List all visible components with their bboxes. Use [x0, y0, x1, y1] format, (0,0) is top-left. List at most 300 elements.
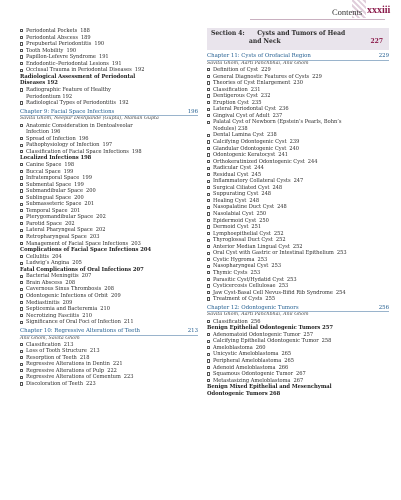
- toc-entry-page: 197: [102, 142, 113, 149]
- toc-entry-page: 257: [303, 331, 314, 338]
- toc-entry-title: Loss of Tooth Structure: [26, 348, 87, 355]
- toc-entry[interactable]: [207, 319, 389, 326]
- checkbox-bullet-icon: [207, 278, 210, 281]
- toc-entry-title: Management of Facial Space Infections: [26, 240, 129, 247]
- toc-entry-title: Nasolabial Cyst: [213, 211, 254, 218]
- right-column-entries: [207, 53, 389, 397]
- section-page-number: 227: [370, 37, 383, 45]
- checkbox-bullet-icon: [207, 353, 210, 356]
- toc-entry-title: Cavernous Sinus Thrombosis: [26, 286, 102, 293]
- checkbox-bullet-icon: [20, 183, 23, 186]
- toc-entry-title: General Diagnostic Features of Cysts: [213, 73, 310, 80]
- checkbox-bullet-icon: [207, 193, 210, 196]
- toc-entry-title: Radicular Cyst: [213, 165, 252, 172]
- toc-entry-title: Odontogenic Keratocyst: [213, 152, 276, 159]
- chapter-page: 256: [378, 304, 389, 311]
- toc-entry-title: Glandular Odontogenic Cyst: [213, 145, 287, 152]
- checkbox-bullet-icon: [20, 62, 23, 65]
- toc-entry-page: 240: [289, 145, 300, 152]
- toc-entry-title: Thymic Cysts: [213, 269, 248, 276]
- toc-entry-page: 189: [80, 34, 91, 41]
- toc-entry-page: 192: [134, 67, 145, 74]
- checkbox-bullet-icon: [20, 36, 23, 39]
- checkbox-bullet-icon: [207, 366, 210, 369]
- checkbox-bullet-icon: [20, 275, 23, 278]
- checkbox-bullet-icon: [207, 199, 210, 202]
- toc-entry-title: Lymphoepithelial Cyst: [213, 230, 271, 237]
- toc-entry-page: 211: [123, 319, 134, 326]
- checkbox-bullet-icon: [207, 320, 210, 323]
- toc-entry-title: Classification: [213, 86, 248, 93]
- toc-entry-title: Parotid Space: [26, 220, 62, 227]
- toc-subheading: Complications of Facial Space Infections 204: [20, 247, 152, 254]
- toc-entry-page: 198: [131, 148, 142, 155]
- toc-entry-page: 247: [293, 178, 304, 185]
- checkbox-bullet-icon: [20, 42, 23, 45]
- checkbox-bullet-icon: [207, 252, 210, 255]
- toc-entry-page: 267: [293, 377, 304, 384]
- chapter-title: Chapter 10: Regressive Alterations of Teeth: [20, 327, 140, 334]
- toc-entry-page: 256: [250, 318, 261, 325]
- checkbox-bullet-icon: [20, 101, 23, 104]
- toc-entry-page: 250: [259, 217, 269, 224]
- toc-entry-title: Healing Cyst: [213, 197, 247, 204]
- checkbox-bullet-icon: [20, 49, 23, 52]
- toc-entry[interactable]: [20, 241, 198, 248]
- toc-entry-page: 265: [281, 351, 292, 358]
- toc-entry-page: 191: [111, 60, 122, 67]
- toc-entry-title: Regressive Alterations of Pulp: [26, 367, 105, 374]
- toc-entry-title: Surgical Ciliated Cyst: [213, 184, 270, 191]
- toc-entry-page: 239: [289, 139, 300, 146]
- toc-entry-title: Regressive Alterations of Cementum: [26, 374, 121, 381]
- toc-entry-title: Classification: [26, 341, 61, 348]
- toc-entry-page: 199: [82, 175, 92, 182]
- toc-entry-page: 267: [296, 371, 306, 378]
- toc-entry-title: Treatment of Cysts: [213, 296, 263, 303]
- toc-entry-title: Squamous Odontogenic Tumor: [213, 371, 294, 378]
- toc-entry-page: 266: [278, 364, 289, 371]
- toc-entry-page: 203: [131, 240, 141, 247]
- checkbox-bullet-icon: [207, 75, 210, 78]
- toc-entry-title: Periodontal Abscess: [26, 34, 78, 41]
- toc-entry-title: Anatomic Consideration in Dentoalveolar: [26, 122, 133, 129]
- checkbox-bullet-icon: [207, 258, 210, 261]
- toc-entry-page: 245: [251, 171, 262, 178]
- toc-entry-page: 208: [104, 286, 114, 293]
- toc-entry-title: Discoloration of Teeth: [26, 381, 83, 388]
- checkbox-bullet-icon: [207, 239, 210, 242]
- toc-subheading: Fatal Complications of Oral Infections 207: [20, 266, 144, 273]
- checkbox-bullet-icon: [20, 294, 23, 297]
- toc-entry-title: Submental Space: [26, 181, 72, 188]
- toc-entry-page: 208: [65, 279, 76, 286]
- toc-entry[interactable]: [20, 260, 198, 267]
- checkbox-bullet-icon: [207, 140, 210, 143]
- toc-entry[interactable]: [20, 100, 198, 107]
- toc-entry-page: 202: [64, 220, 75, 227]
- toc-entry-page: 223: [86, 381, 96, 388]
- toc-entry-title: Regressive Alterations in Dentin: [26, 361, 110, 368]
- chapter-title: Chapter 12: Odontogenic Tumors: [207, 304, 299, 311]
- toc-entry-page: 222: [107, 367, 117, 374]
- page-number: xxxiii: [367, 5, 391, 16]
- toc-entry-title: Palatal Cyst of Newborn (Epstein’s Pearls, Bohn’s: [213, 119, 342, 126]
- toc-entry-title: Cystic Hygroma: [213, 256, 255, 263]
- toc-entry-page: 237: [272, 112, 283, 119]
- toc-entry-page: 253: [286, 276, 297, 283]
- checkbox-bullet-icon: [207, 232, 210, 235]
- chapter-heading[interactable]: [207, 53, 389, 61]
- checkbox-bullet-icon: [207, 147, 210, 150]
- toc-entry-page: 210: [100, 306, 110, 313]
- checkbox-bullet-icon: [20, 55, 23, 58]
- toc-entry-title: Classification: [213, 318, 248, 325]
- header-title: Contents: [332, 7, 363, 17]
- toc-entry-title: Calcifying Epithelial Odontogenic Tumor: [213, 338, 319, 345]
- section-label: Section 4:: [211, 30, 245, 37]
- toc-entry-page: 258: [321, 338, 332, 345]
- toc-entry-continuation: Periodontium 192: [26, 93, 73, 100]
- checkbox-bullet-icon: [20, 321, 23, 324]
- checkbox-bullet-icon: [207, 134, 210, 137]
- toc-entry-title: Odontogenic Infections of Orbit: [26, 293, 108, 300]
- toc-subheading: Radiological Assessment of Periodontal: [20, 73, 136, 80]
- toc-entry[interactable]: [207, 296, 389, 303]
- toc-entry-page: 210: [82, 312, 92, 319]
- toc-entry-title: Spread of Infection: [26, 135, 76, 142]
- checkbox-bullet-icon: [20, 301, 23, 304]
- toc-entry-page: 203: [89, 234, 100, 240]
- section-title-line-1: [211, 30, 385, 38]
- toc-entry[interactable]: [20, 67, 198, 74]
- toc-entry-title: Nasopalatine Duct Cyst: [213, 204, 275, 211]
- chapter-authors: Savita Ghom, Neepur Deshpande (Gupta), Maman Gupta: [20, 116, 159, 122]
- toc-entry-page: 229: [312, 73, 322, 80]
- checkbox-bullet-icon: [20, 262, 23, 265]
- toc-entry-title: Peripheral Ameloblastoma: [213, 358, 282, 365]
- toc-entry-page: 252: [292, 243, 303, 250]
- toc-entry-title: Jaw Cyst-Basal Cell Nevus-Bifid Rib Syndrome: [213, 289, 333, 296]
- toc-entry-page: 253: [336, 250, 347, 257]
- checkbox-bullet-icon: [207, 346, 210, 349]
- checkbox-bullet-icon: [20, 176, 23, 179]
- toc-entry-title: Dental Lamina Cyst: [213, 132, 264, 139]
- chapter-heading[interactable]: [207, 305, 389, 313]
- checkbox-bullet-icon: [20, 163, 23, 166]
- toc-entry-title: Parasitic Cyst/Hydatid Cyst: [213, 276, 284, 283]
- toc-subheading: Diseases 192: [20, 80, 58, 87]
- toc-entry-title: Anterior Median Lingual Cyst: [213, 243, 290, 250]
- checkbox-bullet-icon: [207, 160, 210, 163]
- toc-entry-page: 191: [98, 54, 109, 61]
- checkbox-bullet-icon: [207, 114, 210, 117]
- chapter-title: Chapter 11: Cysts of Orofacial Region: [207, 53, 311, 59]
- toc-entry-page: 251: [251, 224, 262, 231]
- toc-entry-title: Nasopharyngeal Cyst: [213, 263, 269, 270]
- toc-entry-page: 213: [89, 348, 100, 355]
- toc-entry-title: Cellulitis: [26, 253, 49, 260]
- section-title-line-2: [211, 38, 385, 46]
- checkbox-bullet-icon: [20, 69, 23, 72]
- chapter-page: 213: [187, 327, 198, 334]
- toc-entry-title: Theories of Cyst Enlargement: [213, 80, 291, 87]
- toc-entry-page: 199: [63, 168, 74, 175]
- checkbox-bullet-icon: [207, 206, 210, 209]
- toc-entry-page: 248: [277, 204, 287, 211]
- toc-entry-title: Periodontal Pockets: [26, 28, 78, 34]
- section-heading: [207, 28, 389, 50]
- toc-entry-page: 196: [78, 135, 89, 142]
- toc-entry[interactable]: [20, 149, 198, 156]
- toc-entry-title: Papillon-Lefevre Syndrome: [26, 54, 96, 61]
- toc-entry-title: Gingival Cyst of Adult: [213, 112, 270, 119]
- toc-entry-page: 199: [74, 181, 84, 188]
- toc-entry-page: 201: [84, 201, 95, 208]
- toc-entry-title: Significance of Oral Foci of Infection: [26, 319, 121, 326]
- checkbox-bullet-icon: [20, 203, 23, 206]
- toc-entry-title: Pathophysiology of Infection: [26, 142, 100, 149]
- checkbox-bullet-icon: [20, 343, 23, 346]
- toc-entry[interactable]: [20, 87, 198, 94]
- checkbox-bullet-icon: [20, 314, 23, 317]
- toc-entry-page: 207: [81, 273, 92, 280]
- checkbox-bullet-icon: [20, 369, 23, 372]
- checkbox-bullet-icon: [20, 242, 23, 245]
- section-title: Cysts and Tumors of Head: [257, 30, 346, 37]
- toc-entry-title: Ameloblastoma: [213, 344, 253, 351]
- checkbox-bullet-icon: [207, 186, 210, 189]
- toc-entry-page: 255: [265, 296, 276, 303]
- toc-entry-title: Thyroglossal Duct Cyst: [213, 237, 273, 244]
- toc-entry-page: 190: [66, 47, 77, 54]
- toc-entry-page: 223: [123, 374, 134, 381]
- checkbox-bullet-icon: [207, 291, 210, 294]
- checkbox-bullet-icon: [207, 101, 210, 104]
- right-column: [207, 28, 389, 397]
- toc-entry-title: Buccal Space: [26, 168, 61, 175]
- checkbox-bullet-icon: [20, 144, 23, 147]
- checkbox-bullet-icon: [207, 88, 210, 91]
- toc-entry-page: 229: [261, 67, 271, 73]
- checkbox-bullet-icon: [207, 333, 210, 336]
- toc-entry-page: 190: [94, 41, 105, 48]
- checkbox-bullet-icon: [20, 229, 23, 232]
- checkbox-bullet-icon: [20, 137, 23, 140]
- toc-entry-page: 248: [272, 184, 283, 191]
- checkbox-bullet-icon: [207, 265, 210, 268]
- toc-entry-title: Bacterial Meningitis: [26, 273, 79, 280]
- checkbox-bullet-icon: [20, 356, 23, 359]
- toc-entry-title: Ludwig’s Angina: [26, 260, 70, 267]
- toc-entry-page: 209: [110, 293, 121, 300]
- toc-entry-page: 209: [62, 299, 73, 306]
- toc-entry-page: 253: [250, 269, 261, 276]
- checkbox-bullet-icon: [20, 170, 23, 173]
- toc-entry-page: 192: [118, 100, 129, 107]
- chapter-heading[interactable]: [20, 328, 198, 336]
- toc-entry-title: Lateral Periodontal Cyst: [213, 106, 276, 113]
- toc-entry-continuation: Nodules) 238: [213, 125, 248, 132]
- left-column: [20, 28, 198, 388]
- toc-entry-page: 204: [52, 253, 62, 260]
- toc-entry-page: 198: [64, 161, 75, 168]
- checkbox-bullet-icon: [20, 235, 23, 238]
- checkbox-bullet-icon: [207, 245, 210, 248]
- checkbox-bullet-icon: [20, 376, 23, 379]
- toc-entry-page: 218: [79, 354, 90, 361]
- toc-subheading: Localized Infections 198: [20, 155, 92, 162]
- toc-entry-title: Mediastinitis: [26, 299, 60, 306]
- toc-entry-page: 213: [63, 341, 74, 348]
- toc-entry-title: Residual Cyst: [213, 171, 249, 178]
- toc-entry-title: Inflammatory Collateral Cysts: [213, 178, 291, 185]
- page-header: [0, 0, 401, 26]
- toc-entry-title: Dentigerous Cyst: [213, 93, 258, 100]
- toc-entry-page: 202: [95, 227, 106, 234]
- checkbox-bullet-icon: [20, 281, 23, 284]
- chapter-authors: Savita Ghom, Aarti Panchbhai, Anil Ghom: [207, 60, 309, 66]
- checkbox-bullet-icon: [207, 340, 210, 343]
- checkbox-bullet-icon: [207, 153, 210, 156]
- toc-entry-title: Submandibular Space: [26, 188, 83, 195]
- checkbox-bullet-icon: [20, 255, 23, 258]
- checkbox-bullet-icon: [207, 94, 210, 97]
- toc-entry-page: 253: [278, 283, 289, 290]
- chapter-title: Chapter 9: Facial Space Infections: [20, 108, 115, 115]
- toc-entry-title: Retropharyngeal Space: [26, 234, 87, 240]
- checkbox-bullet-icon: [207, 359, 210, 362]
- toc-entry-title: Lateral Pharyngeal Space: [26, 227, 93, 234]
- checkbox-bullet-icon: [207, 108, 210, 111]
- toc-entry-page: 250: [256, 211, 267, 218]
- toc-subheading: Benign Mixed Epithelial and Mesenchymal: [207, 384, 332, 391]
- toc-entry-title: Sublingual Space: [26, 194, 72, 201]
- toc-entry[interactable]: [20, 381, 198, 388]
- toc-entry-title: Infratemporal Space: [26, 175, 80, 182]
- checkbox-bullet-icon: [207, 372, 210, 375]
- toc-entry-page: 244: [254, 165, 264, 172]
- toc-entry-title: Oral Cyst with Gastric or Intestinal Epithelium: [213, 250, 334, 257]
- toc-entry[interactable]: [20, 319, 198, 326]
- toc-entry-title: Suppurating Cyst: [213, 191, 259, 198]
- checkbox-bullet-icon: [20, 88, 23, 91]
- toc-entry-page: 244: [307, 158, 318, 165]
- toc-entry-title: Calcifying Odontogenic Cyst: [213, 139, 287, 146]
- checkbox-bullet-icon: [20, 189, 23, 192]
- toc-entry-page: 200: [74, 194, 84, 201]
- toc-entry-title: Prepubertal Periodontitis: [26, 41, 92, 48]
- toc-entry-page: 238: [266, 132, 277, 139]
- checkbox-bullet-icon: [20, 288, 23, 291]
- toc-entry-title: Septicemia and Bacteremia: [26, 306, 98, 313]
- chapter-heading[interactable]: [20, 109, 198, 117]
- checkbox-bullet-icon: [207, 81, 210, 84]
- toc-entry-page: 260: [255, 344, 266, 351]
- toc-entry-title: Temporal Space: [26, 207, 68, 214]
- checkbox-bullet-icon: [20, 196, 23, 199]
- toc-entry-title: Resorption of Teeth: [26, 354, 77, 361]
- chapter-authors: Anil Ghom, Savita Ghom: [20, 335, 80, 341]
- checkbox-bullet-icon: [207, 167, 210, 170]
- toc-entry-title: Brain Abscess: [26, 279, 63, 286]
- toc-entry-title: Epidermoid Cyst: [213, 217, 257, 224]
- checkbox-bullet-icon: [20, 363, 23, 366]
- toc-entry-title: Unicystic Ameloblastoma: [213, 351, 279, 358]
- toc-entry[interactable]: [207, 119, 389, 126]
- toc-entry-page: 231: [250, 86, 261, 93]
- section-title-continued: and Neck: [249, 37, 281, 45]
- toc-entry-title: Pterygomandibular Space: [26, 214, 94, 221]
- toc-entry-title: Tooth Mobility: [26, 47, 64, 54]
- toc-entry-page: 188: [80, 28, 90, 34]
- checkbox-bullet-icon: [207, 284, 210, 287]
- checkbox-bullet-icon: [20, 150, 23, 153]
- toc-entry-page: 241: [278, 152, 288, 159]
- checkbox-bullet-icon: [207, 379, 210, 382]
- checkbox-bullet-icon: [207, 173, 210, 176]
- header-rule: [250, 19, 385, 20]
- toc-entry-page: 201: [70, 207, 81, 214]
- toc-entry-title: Radiological Types of Periodontitis: [26, 100, 116, 107]
- toc-subheading: Odontogenic Tumors 268: [207, 390, 281, 397]
- checkbox-bullet-icon: [20, 307, 23, 310]
- checkbox-bullet-icon: [20, 222, 23, 225]
- toc-entry-title: Definition of Cyst: [213, 67, 259, 73]
- checkbox-bullet-icon: [207, 212, 210, 215]
- chapter-page: 196: [187, 108, 198, 115]
- toc-entry-title: Adenomatoid Odontogenic Tumor: [213, 331, 301, 338]
- checkbox-bullet-icon: [207, 180, 210, 183]
- toc-entry-page: 232: [260, 93, 271, 100]
- toc-entry-page: 221: [112, 361, 123, 368]
- chapter-authors: Savita Ghom, Aarti Panchbhai, Anil Ghom: [207, 312, 309, 318]
- toc-entry-page: 200: [85, 188, 96, 195]
- toc-entry-page: 252: [273, 230, 284, 237]
- toc-entry-title: Necrotizing Fasciitis: [26, 312, 80, 319]
- checkbox-bullet-icon: [207, 68, 210, 71]
- checkbox-bullet-icon: [20, 382, 23, 385]
- toc-entry-title: Metastasizing Ameloblastoma: [213, 377, 291, 384]
- checkbox-bullet-icon: [20, 124, 23, 127]
- checkbox-bullet-icon: [20, 216, 23, 219]
- chapter-page: 229: [378, 53, 389, 59]
- toc-entry-continuation: Infection 196: [26, 129, 61, 136]
- toc-entry-page: 230: [293, 80, 303, 87]
- checkbox-bullet-icon: [20, 209, 23, 212]
- toc-entry-page: 265: [284, 358, 295, 365]
- toc-entry-title: Orthokeratinized Odontogenic Cyst: [213, 158, 305, 165]
- toc-entry-title: Submasseteric Space: [26, 201, 82, 208]
- toc-entry-page: 236: [278, 106, 289, 113]
- toc-entry-title: Adenoid Ameloblastoma: [213, 364, 276, 371]
- toc-entry[interactable]: [207, 378, 389, 385]
- toc-subheading: Benign Epithelial Odontogenic Tumors 257: [207, 325, 333, 332]
- toc-entry-page: 253: [271, 263, 282, 270]
- toc-entry-page: 235: [251, 99, 262, 106]
- checkbox-bullet-icon: [207, 121, 210, 124]
- checkbox-bullet-icon: [20, 350, 23, 353]
- checkbox-bullet-icon: [20, 29, 23, 32]
- toc-entry-page: 202: [96, 214, 106, 221]
- toc-entry-title: Cysticercosis Cellulosae: [213, 283, 276, 290]
- toc-entry-page: 252: [275, 237, 286, 244]
- toc-entry[interactable]: [20, 123, 198, 130]
- toc-entry-title: Dermoid Cyst: [213, 224, 249, 231]
- toc-entry-title: Occlusal Trauma in Periodontal Diseases: [26, 67, 132, 74]
- checkbox-bullet-icon: [207, 219, 210, 222]
- checkbox-bullet-icon: [207, 225, 210, 228]
